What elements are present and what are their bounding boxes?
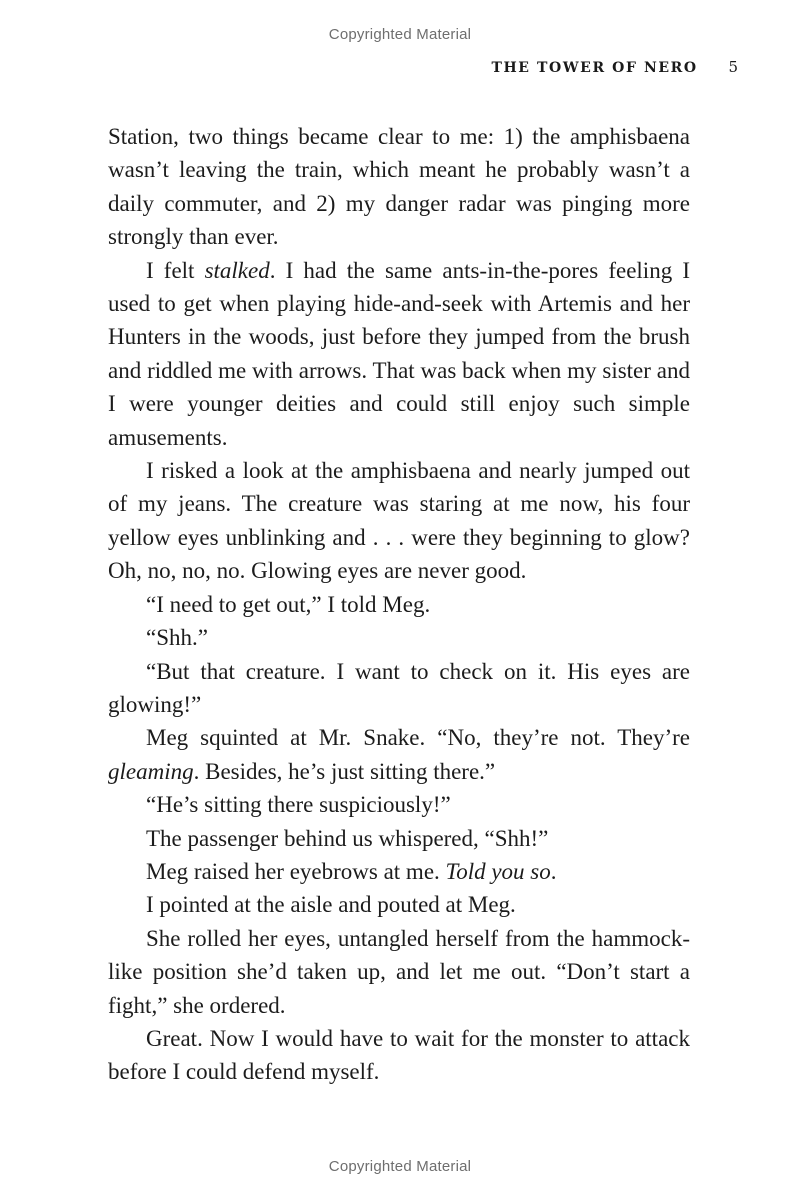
paragraph: [108, 655, 690, 722]
italic-text-run: gleaming: [108, 758, 194, 784]
paragraph: [108, 888, 690, 921]
text-run: . Besides, he’s just sitting there.”: [193, 758, 496, 784]
text-run: .: [550, 858, 557, 884]
paragraph: [108, 721, 690, 788]
text-run: She rolled her eyes, untangled herself from the hammock-like position she’d taken up, and let me out. “Don’t start a fight,” she ordered.: [108, 925, 690, 1018]
text-run: “But that creature. I want to check on it. His eyes are glowing!”: [108, 658, 690, 717]
page-number: 5: [728, 58, 738, 76]
text-run: Meg raised her eyebrows at me.: [146, 858, 446, 884]
paragraph: [108, 922, 690, 1022]
paragraph: [108, 1022, 690, 1089]
paragraph: [108, 788, 690, 821]
text-run: The passenger behind us whispered, “Shh!”: [146, 825, 549, 851]
copyright-watermark-bottom: Copyrighted Material: [328, 1158, 472, 1175]
paragraph: [108, 855, 690, 888]
text-run: I felt: [146, 257, 205, 283]
text-run: Meg squinted at Mr. Snake. “No, they’re not. They’re: [146, 725, 690, 751]
running-title: THE TOWER OF NERO: [491, 60, 698, 76]
italic-text-run: stalked: [204, 257, 270, 283]
text-run: Station, two things became clear to me: 1) the amphisbaena wasn’t leaving the train, which meant he probably wasn’t a daily commuter, and 2) my danger radar was pinging more strongly than ever.: [108, 124, 690, 250]
page-body-text: [108, 120, 690, 1089]
paragraph: [108, 120, 690, 254]
paragraph: [108, 254, 690, 454]
text-run: “I need to get out,” I told Meg.: [146, 591, 431, 617]
copyright-watermark-top: Copyrighted Material: [328, 26, 472, 43]
paragraph: [108, 822, 690, 855]
paragraph: [108, 454, 690, 588]
text-run: Great. Now I would have to wait for the monster to attack before I could defend myself.: [108, 1025, 690, 1085]
italic-text-run: Told you so: [445, 858, 551, 884]
paragraph: [108, 621, 690, 654]
text-run: “Shh.”: [146, 625, 208, 651]
text-run: I pointed at the aisle and pouted at Meg.: [146, 892, 516, 918]
paragraph: [108, 588, 690, 621]
text-run: . I had the same ants-in-the-pores feeling I used to get when playing hide-and-seek with Artemis and her Hunters in the woods, just before they jumped from the brush and riddled me with arrows. That was back when my sister and I were younger deities and could still enjoy such simple amusements.: [108, 257, 690, 450]
running-header: [491, 58, 738, 76]
text-run: I risked a look at the amphisbaena and nearly jumped out of my jeans. The creature was staring at me now, his four yellow eyes unblinking and . . . were they beginning to glow? Oh, no, no, no. Glowing eyes are never good.: [108, 458, 690, 584]
text-run: “He’s sitting there suspiciously!”: [146, 792, 451, 818]
